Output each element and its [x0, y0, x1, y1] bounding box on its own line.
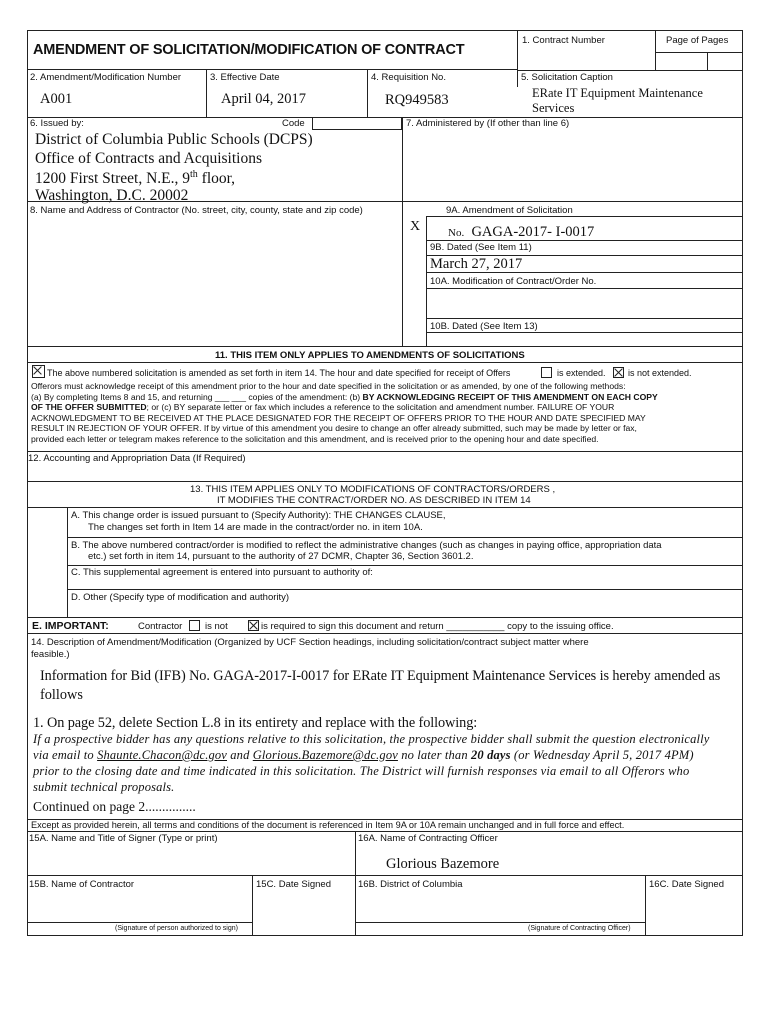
email-link-chacon[interactable]: Shaunte.Chacon@dc.gov: [97, 748, 227, 762]
item-15b-label: 15B. Name of Contractor: [29, 879, 135, 890]
except-statement: Except as provided herein, all terms and conditions of the document is referenced in Item 9A or 10A remain unchanged and in full force and effect.: [31, 820, 625, 830]
item-14-continued: Continued on page 2...............: [33, 799, 196, 814]
extended-label: is extended.: [557, 368, 606, 378]
item-13b-line-2: etc.) set forth in item 14, pursuant to the authority of 27 DCMR, Chapter 36, Section 3601.2.: [88, 551, 474, 562]
item-14-label-cont: feasible.): [31, 649, 70, 660]
code-box: [312, 117, 402, 130]
item-14-label: 14. Description of Amendment/Modification (Organized by UCF Section headings, including solicitation/contract subject matter where: [31, 637, 589, 648]
code-label: Code: [282, 118, 305, 129]
item-10b-label: 10B. Dated (See Item 13): [430, 321, 538, 332]
item-13a-line-1: A. This change order is issued pursuant to (Specify Authority): THE CHANGES CLAUSE,: [71, 510, 446, 521]
caption-label: 5. Solicitation Caption: [521, 72, 613, 83]
issuer-line-2: Office of Contracts and Acquisitions: [35, 150, 263, 167]
item-9b-date: March 27, 2017: [430, 256, 523, 272]
item-16a-label: 16A. Name of Contracting Officer: [358, 833, 498, 844]
effective-date-label: 3. Effective Date: [210, 72, 280, 83]
is-not-label: is not: [205, 621, 228, 632]
item-14-intro-line-1: Information for Bid (IFB) No. GAGA-2017-I-0017 for ERate IT Equipment Maintenance Services is hereby amended as: [40, 668, 721, 684]
item-15a-label: 15A. Name and Title of Signer (Type or print): [29, 833, 218, 844]
item-11-heading: 11. THIS ITEM ONLY APPLIES TO AMENDMENTS OF SOLICITATIONS: [215, 350, 525, 361]
item-14-instruction: 1. On page 52, delete Section L.8 in its entirety and replace with the following:: [33, 715, 478, 731]
contracting-officer-name: Glorious Bazemore: [386, 856, 500, 872]
not-extended-label: is not extended.: [628, 368, 692, 378]
item-14-italic-line-2: via email to Shaunte.Chacon@dc.gov and Glorious.Bazemore@dc.gov no later than 20 days (or Wednesday April 5, 2017 4PM): [33, 748, 694, 762]
amendment-number: A001: [40, 91, 73, 107]
amendment-number-label: 2. Amendment/Modification Number: [30, 72, 182, 83]
email-link-bazemore[interactable]: Glorious.Bazemore@dc.gov: [252, 748, 398, 762]
item-13a-line-2: The changes set forth in Item 14 are made in the contract/order no. in item 10A.: [88, 522, 423, 533]
extended-checkbox[interactable]: [541, 367, 552, 378]
item-13-heading-2: IT MODIFIES THE CONTRACT/ORDER NO. AS DESCRIBED IN ITEM 14: [217, 495, 531, 506]
administered-by-label: 7. Administered by (If other than line 6): [406, 118, 570, 129]
item-9a-number: No. GAGA-2017- I-0017: [448, 224, 595, 240]
item-9b-label: 9B. Dated (See Item 11): [430, 242, 532, 253]
item-11-amended-checkbox[interactable]: [32, 365, 45, 378]
requisition-number: RQ949583: [385, 92, 449, 108]
item-13d-label: D. Other (Specify type of modification and authority): [71, 592, 290, 603]
item-14-italic-line-3: prior to the closing date and time indicated in this solicitation. The District will furnish responses via email to all Offerors who: [33, 764, 690, 778]
item-16b-label: 16B. District of Columbia: [358, 879, 463, 890]
issued-by-label: 6. Issued by:: [30, 118, 84, 129]
contractor-address-label: 8. Name and Address of Contractor (No. street, city, county, state and zip code): [30, 205, 363, 216]
issuer-line-1: District of Columbia Public Schools (DCPS): [35, 131, 313, 148]
item-14-intro-line-2: follows: [40, 687, 83, 703]
item-9a-label: 9A. Amendment of Solicitation: [446, 205, 573, 216]
caption-line-2: Services: [532, 101, 575, 115]
item-12-label: 12. Accounting and Appropriation Data (If Required): [28, 453, 246, 464]
item-13-heading-1: 13. THIS ITEM APPLIES ONLY TO MODIFICATIONS OF CONTRACTORS/ORDERS ,: [190, 484, 556, 495]
item-14-italic-line-1: If a prospective bidder has any questions relative to this solicitation, the prospective bidder shall submit the question electronically: [33, 732, 710, 746]
important-contractor-label: Contractor: [138, 621, 183, 632]
item-14-italic-line-4: submit technical proposals.: [33, 780, 175, 794]
is-required-label: is required to sign this document and return ___________ copy to the issuing office.: [261, 621, 614, 632]
not-extended-checkbox[interactable]: [613, 367, 624, 378]
page-of-pages-label: Page of Pages: [666, 35, 729, 46]
item-11-statement: The above numbered solicitation is amended as set forth in item 14. The hour and date specified for receipt of Offers: [47, 368, 511, 378]
item-9a-checkmark: X: [410, 219, 421, 234]
is-required-checkbox[interactable]: [248, 620, 259, 631]
signature-15-label: (Signature of person authorized to sign): [115, 925, 238, 932]
item-13b-line-1: B. The above numbered contract/order is modified to reflect the administrative changes (such as changes in paying office, appropriation data: [71, 540, 662, 551]
form-title: AMENDMENT OF SOLICITATION/MODIFICATION OF CONTRACT: [33, 42, 465, 58]
item-16c-label: 16C. Date Signed: [649, 879, 724, 890]
issuer-line-3: 1200 First Street, N.E., 9th floor,: [35, 169, 236, 188]
caption-line-1: ERate IT Equipment Maintenance: [532, 86, 703, 100]
requisition-label: 4. Requisition No.: [371, 72, 446, 83]
important-label: E. IMPORTANT:: [32, 620, 109, 632]
is-not-checkbox[interactable]: [189, 620, 200, 631]
item-11-instructions: Offerors must acknowledge receipt of this amendment prior to the hour and date specified in the solicitation or as amended, by one of the following methods: (a) By completing Items 8 and 15, and returning ___ ___ copies of the amendment: (b) BY ACKNOWLEDGING RECEIPT OF THIS AMENDMENT ON EACH COPY OF THE OFFER SUBMITTED; or (c) BY separate letter or fax which includes a reference to the solicitation and amendment number. FAILURE OF YOUR ACKNOWLEDGMENT TO BE RECEIVED AT THE PLACE DESIGNATED FOR THE RECEIPT OF OFFERS PRIOR TO THE HOUR AND DATE SPECIFIED MAY RESULT IN REJECTION OF YOUR OFFER. If by virtue of this amendment you desire to change an offer already submitted, such may be made by letter or fax, provided each letter or telegram makes reference to the solicitation and this amendment, and is received prior to the opening hour and date specified.: [31, 381, 658, 444]
item-10a-label: 10A. Modification of Contract/Order No.: [430, 276, 597, 287]
item-13c-label: C. This supplemental agreement is entered into pursuant to authority of:: [71, 567, 373, 578]
effective-date: April 04, 2017: [221, 91, 306, 107]
issuer-line-4: Washington, D.C. 20002: [35, 187, 189, 204]
contract-number-label: 1. Contract Number: [522, 35, 605, 46]
signature-16-label: (Signature of Contracting Officer): [528, 925, 631, 932]
item-15c-label: 15C. Date Signed: [256, 879, 331, 890]
